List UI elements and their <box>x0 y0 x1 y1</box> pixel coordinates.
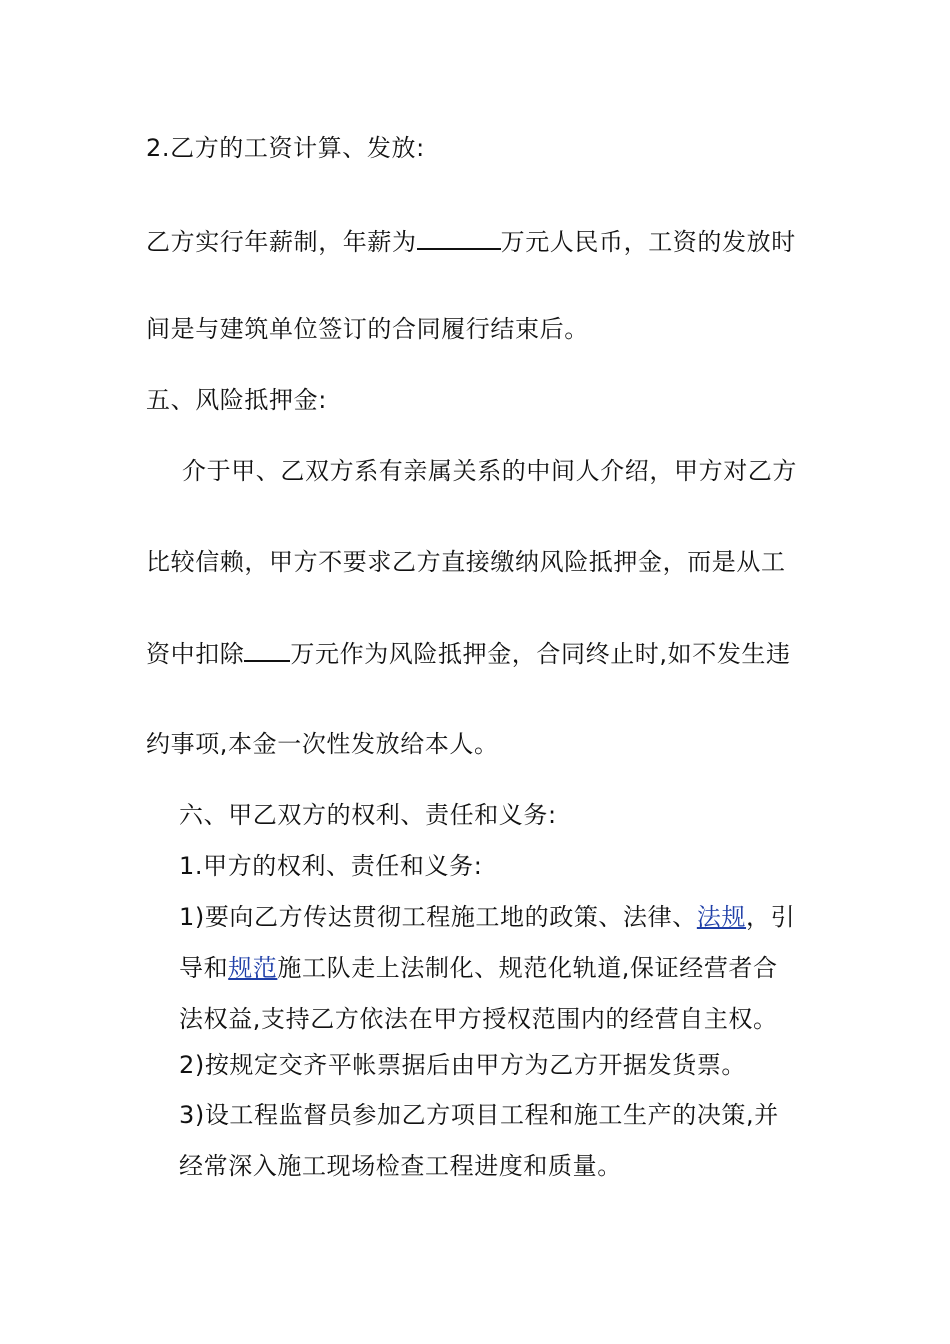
clause-2-heading: 2.乙方的工资计算、发放: <box>146 134 425 162</box>
deposit-paragraph-line-3 <box>146 638 791 670</box>
deposit-paragraph-line-1: 介于甲、乙双方系有亲属关系的中间人介绍，甲方对乙方 <box>182 457 797 485</box>
item-1-text-before: 1)要向乙方传达贯彻工程施工地的政策、法律、 <box>179 903 697 931</box>
standards-link[interactable]: 规范 <box>228 954 278 982</box>
item-1-line-2 <box>179 952 778 984</box>
regulations-link[interactable]: 法规 <box>696 903 747 931</box>
section-5-heading: 五、风险抵押金: <box>146 386 327 414</box>
deposit-paragraph-line-2: 比较信赖，甲方不要求乙方直接缴纳风险抵押金，而是从工 <box>146 548 786 576</box>
deposit-text-before: 资中扣除 <box>146 640 245 668</box>
item-1-text-after: ，引 <box>746 903 796 931</box>
salary-paragraph-line-1 <box>146 226 796 258</box>
item-1-line-2-after: 施工队走上法制化、规范化轨道,保证经营者合 <box>277 954 778 982</box>
item-1-line-3: 法权益,支持乙方依法在甲方授权范围内的经营自主权。 <box>179 1005 778 1033</box>
item-3-line-1: 3)设工程监督员参加乙方项目工程和施工生产的决策,并 <box>179 1101 779 1129</box>
clause-1-heading: 1.甲方的权利、责任和义务: <box>179 852 483 880</box>
item-3-line-2: 经常深入施工现场检查工程进度和质量。 <box>179 1152 622 1180</box>
section-6-heading: 六、甲乙双方的权利、责任和义务: <box>179 801 557 829</box>
deposit-text-after: 万元作为风险抵押金，合同终止时,如不发生违 <box>290 640 791 668</box>
item-1-line-1 <box>179 901 795 933</box>
salary-amount-blank <box>417 226 501 250</box>
deposit-amount-blank <box>244 638 290 662</box>
item-1-line-2-before: 导和 <box>179 954 229 982</box>
item-2-line: 2)按规定交齐平帐票据后由甲方为乙方开据发货票。 <box>179 1051 747 1079</box>
salary-text-after: 万元人民币，工资的发放时 <box>500 228 796 256</box>
salary-paragraph-line-2: 间是与建筑单位签订的合同履行结束后。 <box>146 315 589 343</box>
deposit-paragraph-line-4: 约事项,本金一次性发放给本人。 <box>146 730 499 758</box>
salary-text-before: 乙方实行年薪制，年薪为 <box>146 228 417 256</box>
